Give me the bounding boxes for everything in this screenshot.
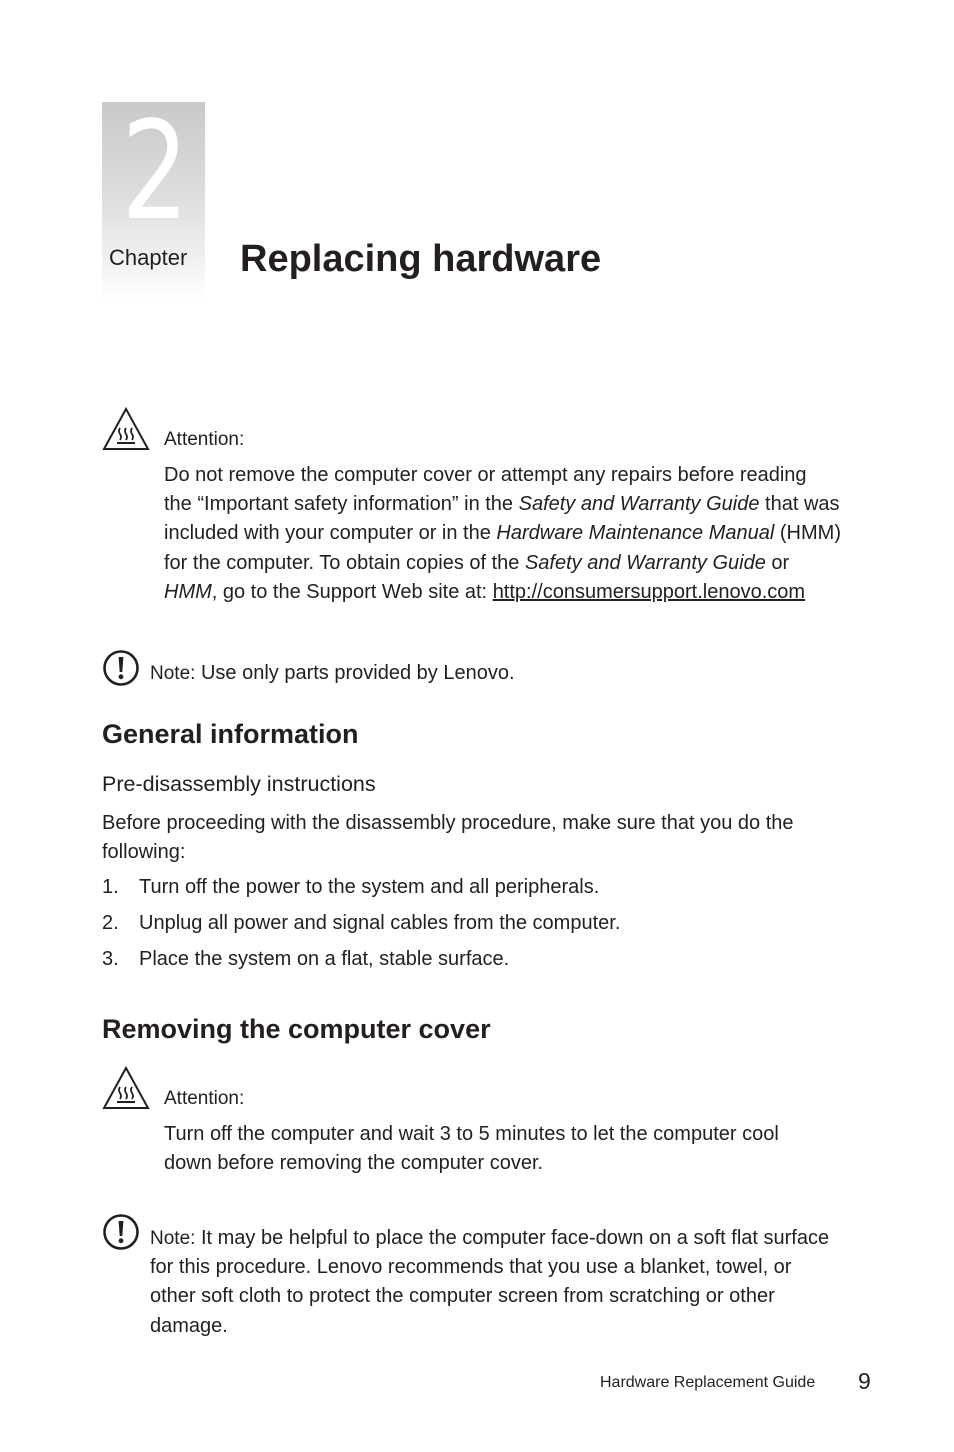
attention-text: included with your computer or in the bbox=[164, 522, 497, 545]
chapter-label: Chapter bbox=[109, 245, 188, 270]
support-website-link[interactable]: http://consumersupport.lenovo.com bbox=[492, 580, 806, 603]
hot-surface-warning-icon bbox=[101, 406, 151, 452]
document-title-italic: HMM bbox=[164, 580, 212, 603]
note bbox=[150, 659, 515, 688]
attention-body bbox=[164, 1120, 779, 1178]
note-text: Use only parts provided by Lenovo. bbox=[195, 662, 515, 684]
attention-text: or bbox=[765, 551, 790, 574]
note-label: Note: bbox=[150, 1228, 196, 1249]
attention-line bbox=[164, 519, 841, 548]
attention-text: the “Important safety information” in the bbox=[164, 493, 519, 516]
attention-text: (HMM) bbox=[774, 522, 841, 545]
attention-line bbox=[164, 549, 841, 578]
exclamation-note-icon bbox=[102, 1213, 140, 1251]
list-number: 2. bbox=[102, 912, 119, 934]
list-number: 1. bbox=[102, 876, 119, 898]
exclamation-note-icon bbox=[102, 649, 140, 687]
list-item bbox=[102, 876, 599, 899]
note bbox=[150, 1224, 829, 1341]
list-item bbox=[102, 948, 509, 971]
list-text: Unplug all power and signal cables from the computer. bbox=[139, 912, 621, 934]
note-line: damage. bbox=[150, 1314, 228, 1337]
attention-text: , go to the Support Web site at: bbox=[211, 580, 493, 603]
footer-guide-title: Hardware Replacement Guide bbox=[600, 1374, 816, 1391]
section-heading-general: General information bbox=[102, 719, 359, 749]
attention-text: that was bbox=[759, 493, 840, 516]
document-title-italic: Safety and Warranty Guide bbox=[524, 551, 766, 574]
page-title: Replacing hardware bbox=[240, 238, 602, 280]
note-line: It may be helpful to place the computer face-down on a soft flat surface bbox=[195, 1227, 830, 1249]
note-line: for this procedure. Lenovo recommends that you use a blanket, towel, or bbox=[150, 1256, 792, 1279]
page-number: 9 bbox=[858, 1368, 871, 1394]
attention-line bbox=[164, 461, 841, 490]
attention-label: Attention: bbox=[164, 429, 245, 450]
note-label: Note: bbox=[150, 663, 196, 684]
hot-surface-warning-icon bbox=[101, 1065, 151, 1111]
list-item bbox=[102, 912, 620, 935]
list-text: Place the system on a flat, stable surface. bbox=[139, 948, 510, 970]
attention-body bbox=[164, 461, 841, 607]
document-title-italic: Hardware Maintenance Manual bbox=[496, 522, 775, 545]
attention-text: Do not remove the computer cover or attempt any repairs before reading bbox=[164, 464, 807, 486]
intro-line: following: bbox=[102, 841, 186, 864]
intro-line: Before proceeding with the disassembly procedure, make sure that you do the bbox=[102, 812, 794, 834]
document-title-italic: Safety and Warranty Guide bbox=[518, 493, 760, 516]
intro-paragraph bbox=[102, 809, 794, 867]
subheading-pre-disassembly: Pre-disassembly instructions bbox=[102, 772, 376, 796]
attention-label: Attention: bbox=[164, 1088, 245, 1109]
section-heading-cover: Removing the computer cover bbox=[102, 1014, 491, 1044]
chapter-number: 2 bbox=[121, 93, 186, 251]
attention-line bbox=[164, 490, 841, 519]
attention-line: down before removing the computer cover. bbox=[164, 1152, 544, 1175]
list-number: 3. bbox=[102, 948, 119, 970]
attention-line bbox=[164, 578, 841, 607]
attention-text: for the computer. To obtain copies of the bbox=[164, 551, 525, 574]
note-line: other soft cloth to protect the computer screen from scratching or other bbox=[150, 1285, 775, 1308]
list-text: Turn off the power to the system and all peripherals. bbox=[139, 876, 600, 898]
attention-line: Turn off the computer and wait 3 to 5 minutes to let the computer cool bbox=[164, 1123, 779, 1145]
